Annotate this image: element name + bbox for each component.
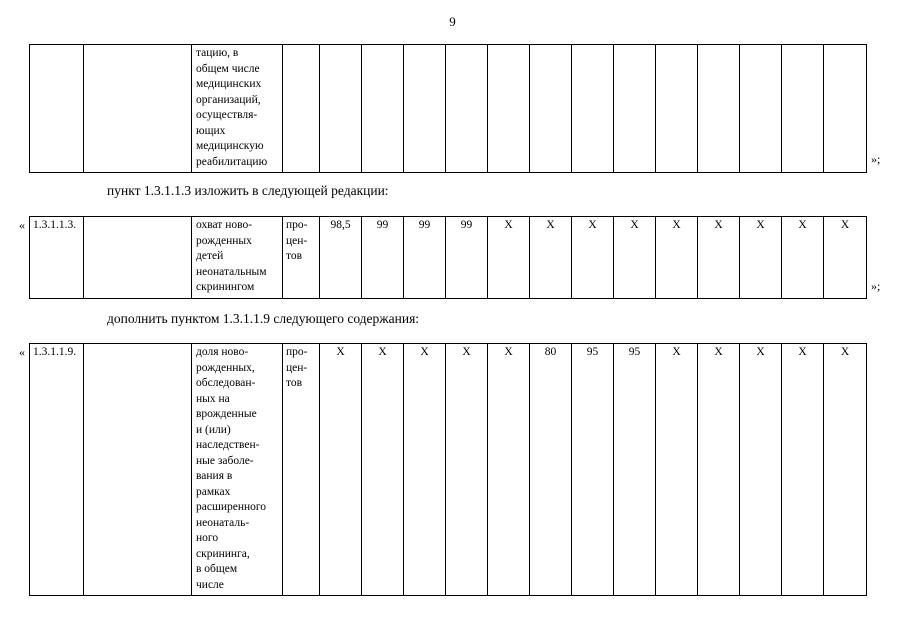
description-line: реабилитацию [196,155,268,168]
description-line: организаций, [196,93,261,106]
description-line: рожденных, [196,361,255,374]
value-cell: X [782,344,824,596]
table-row [30,45,867,173]
description-line: неонаталь- [196,516,250,529]
description-line: скринингом [196,281,255,293]
close-quote-mark: »; [871,152,881,166]
code-cell [30,45,84,173]
unit-line: тов [286,250,303,262]
description-line: охват ново- [196,219,253,231]
value-cell: X [656,344,698,596]
close-quote-mark: »; [871,279,881,293]
description-line: числе [196,578,224,591]
value-cell: X [488,217,530,299]
value-cell: 99 [446,217,488,299]
value-cell: X [740,217,782,299]
description-line: ных на [196,392,230,405]
value-cell: X [824,344,867,596]
description-line: наследствен- [196,439,260,451]
value-cell [614,45,656,173]
description-line: рамках [196,485,231,498]
empty-cell [84,217,192,299]
description-line: общем числе [196,62,260,75]
description-line: доля ново- [196,346,249,358]
description-line: рожденных [196,234,252,247]
description-line: неонатальным [196,265,267,278]
unit-line: тов [286,377,303,389]
value-cell [782,45,824,173]
unit-line: про- [286,346,308,358]
value-cell [404,45,446,173]
value-cell [362,45,404,173]
page-number: 9 [449,14,456,29]
unit-line: про- [286,219,308,231]
value-cell [824,45,867,173]
unit-cell [283,45,320,173]
description-cell [192,217,283,299]
value-cell: X [824,217,867,299]
table-item-1-3-1-1-3 [29,216,867,299]
table-row [30,344,867,596]
value-cell: X [740,344,782,596]
value-cell: 95 [614,344,656,596]
table-row [30,217,867,299]
description-line: медицинских [196,78,262,90]
value-cell: 99 [404,217,446,299]
value-cell: X [446,344,488,596]
value-cell [320,45,362,173]
value-cell [740,45,782,173]
description-line: тацию, в [196,47,239,59]
value-cell: X [320,344,362,596]
value-cell: X [656,217,698,299]
instruction-text: пункт 1.3.1.1.3 изложить в следующей редакции: [107,183,389,198]
description-line: осуществля- [196,109,258,121]
value-cell: X [530,217,572,299]
value-cell [656,45,698,173]
table-item-1-3-1-1-9 [29,343,867,596]
description-line: ющих [196,124,226,137]
value-cell [446,45,488,173]
value-cell: X [362,344,404,596]
value-cell: X [572,217,614,299]
value-cell [698,45,740,173]
unit-cell [283,344,320,596]
unit-line: цен- [286,361,308,374]
value-cell: X [698,217,740,299]
value-cell [572,45,614,173]
value-cell: 98,5 [320,217,362,299]
description-cell [192,45,283,173]
code-cell: 1.3.1.1.3. [30,217,84,299]
value-cell: X [488,344,530,596]
value-cell: X [614,217,656,299]
description-cell [192,344,283,596]
unit-line: цен- [286,234,308,247]
value-cell: X [782,217,824,299]
empty-cell [84,45,192,173]
description-line: ного [196,532,219,544]
description-line: врожденные [196,408,257,420]
instruction-text: дополнить пунктом 1.3.1.1.9 следующего содержания: [107,311,420,326]
value-cell [530,45,572,173]
description-line: скрининга, [196,547,250,560]
description-line: расширенного [196,501,267,513]
description-line: детей [196,250,224,262]
description-line: ные заболе- [196,454,254,467]
value-cell [488,45,530,173]
description-line: обследован- [196,377,256,389]
description-line: и (или) [196,423,231,436]
value-cell: 99 [362,217,404,299]
code-cell: 1.3.1.1.9. [30,344,84,596]
empty-cell [84,344,192,596]
description-line: в общем [196,563,238,575]
value-cell: X [404,344,446,596]
open-quote-mark: « [19,345,25,359]
value-cell: 80 [530,344,572,596]
value-cell: 95 [572,344,614,596]
table-continuation [29,44,867,173]
value-cell: X [698,344,740,596]
description-line: медицинскую [196,140,264,152]
unit-cell [283,217,320,299]
description-line: вания в [196,470,233,482]
open-quote-mark: « [19,218,25,232]
